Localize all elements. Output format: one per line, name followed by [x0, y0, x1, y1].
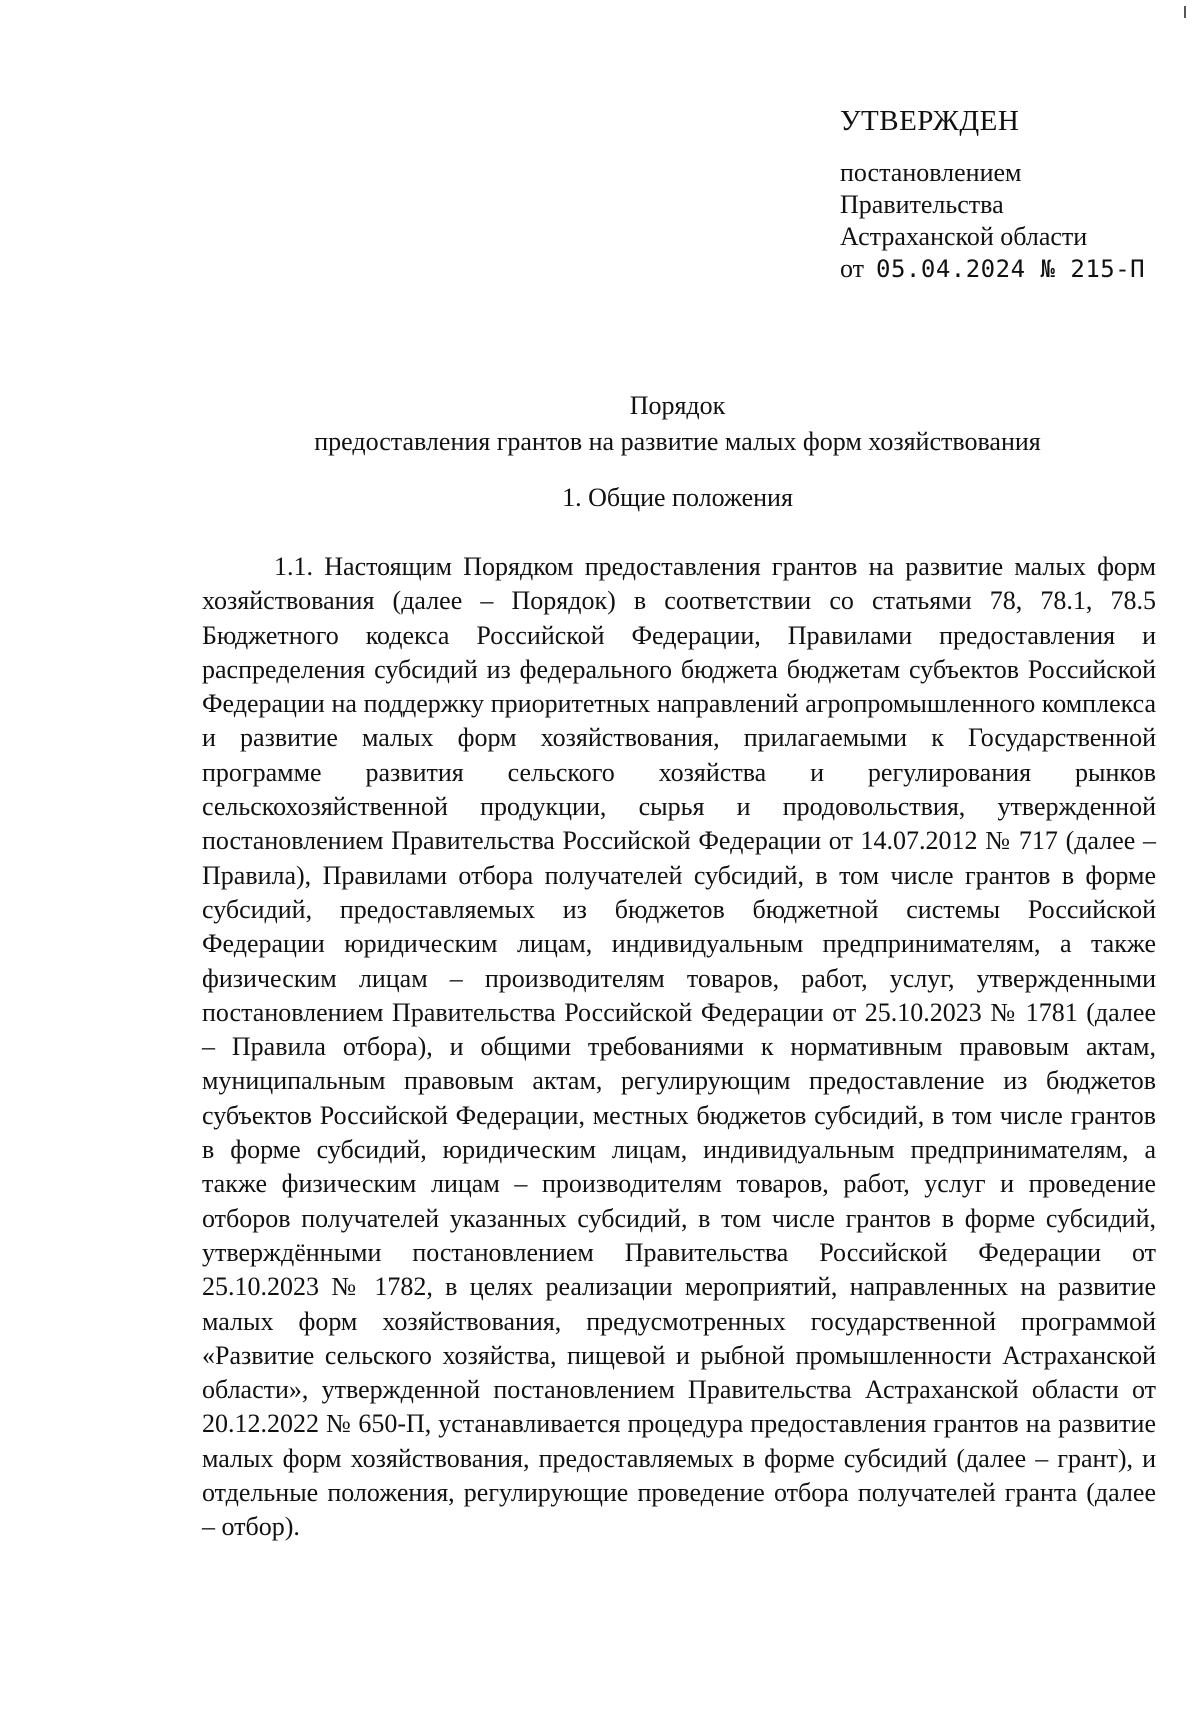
document-title: Порядок	[629, 391, 726, 420]
approval-line-government: Правительства	[840, 190, 1004, 219]
approval-line-resolution: постановлением	[840, 158, 1022, 187]
section-heading: 1. Общие положения	[562, 483, 793, 512]
scan-corner-mark	[1184, 6, 1186, 18]
document-subtitle: предоставления грантов на развитие малых форм хозяйствования	[314, 427, 1041, 456]
approval-line-region: Астраханской области	[840, 222, 1088, 251]
approval-date-line	[840, 253, 1180, 285]
approval-date-stamp: 05.04.2024 № 215-П	[876, 255, 1146, 283]
approval-block	[840, 103, 1180, 285]
paragraph-1-1: 1.1. Настоящим Порядком предоставления грантов на развитие малых форм хозяйствования (далее – Порядок) в соответствии со статьями 78, 78.1, 78.5 Бюджетного кодекса Российской Федерации, Правилами предоставления и распределения субсидий из федерального бюджета бюджетам субъектов Российской Федерации на поддержку приоритетных направлений агропромышленного комплекса и развитие малых форм хозяйствования, прилагаемыми к Государственной программе развития сельского хозяйства и регулирования рынков сельскохозяйственной продукции, сырья и продовольствия, утвержденной постановлением Правительства Российской Федерации от 14.07.2012 № 717 (далее – Правила), Правилами отбора получателей субсидий, в том числе грантов в форме субсидий, предоставляемых из бюджетов бюджетной системы Российской Федерации юридическим лицам, индивидуальным предпринимателям, а также физическим лицам – производителям товаров, работ, услуг, утвержденными постановлением Правительства Российской Федерации от 25.10.2023 № 1781 (далее – Правила отбора), и общими требованиями к нормативным правовым актам, муниципальным правовым актам, регулирующим предоставление из бюджетов субъектов Российской Федерации, местных бюджетов субсидий, в том числе грантов в форме субсидий, юридическим лицам, индивидуальным предпринимателям, а также физическим лицам – производителям товаров, работ, услуг и проведение отборов получателей указанных субсидий, в том числе грантов в форме субсидий, утверждёнными постановлением Правительства Российской Федерации от 25.10.2023 № 1782, в целях реализации мероприятий, направленных на развитие малых форм хозяйствования, предусмотренных государственной программой «Развитие сельского хозяйства, пищевой и рыбной промышленности Астраханской области», утвержденной постановлением Правительства Астраханской области от 20.12.2022 № 650-П, устанавливается процедура предоставления грантов на развитие малых форм хозяйствования, предоставляемых в форме субсидий (далее – грант), и отдельные положения, регулирующие проведение отбора получателей гранта (далее – отбор).	[202, 552, 1156, 1542]
approval-heading: УТВЕРЖДЕН	[840, 105, 1020, 137]
document-title-block	[200, 388, 1155, 460]
approval-date-prefix: от	[840, 254, 865, 283]
